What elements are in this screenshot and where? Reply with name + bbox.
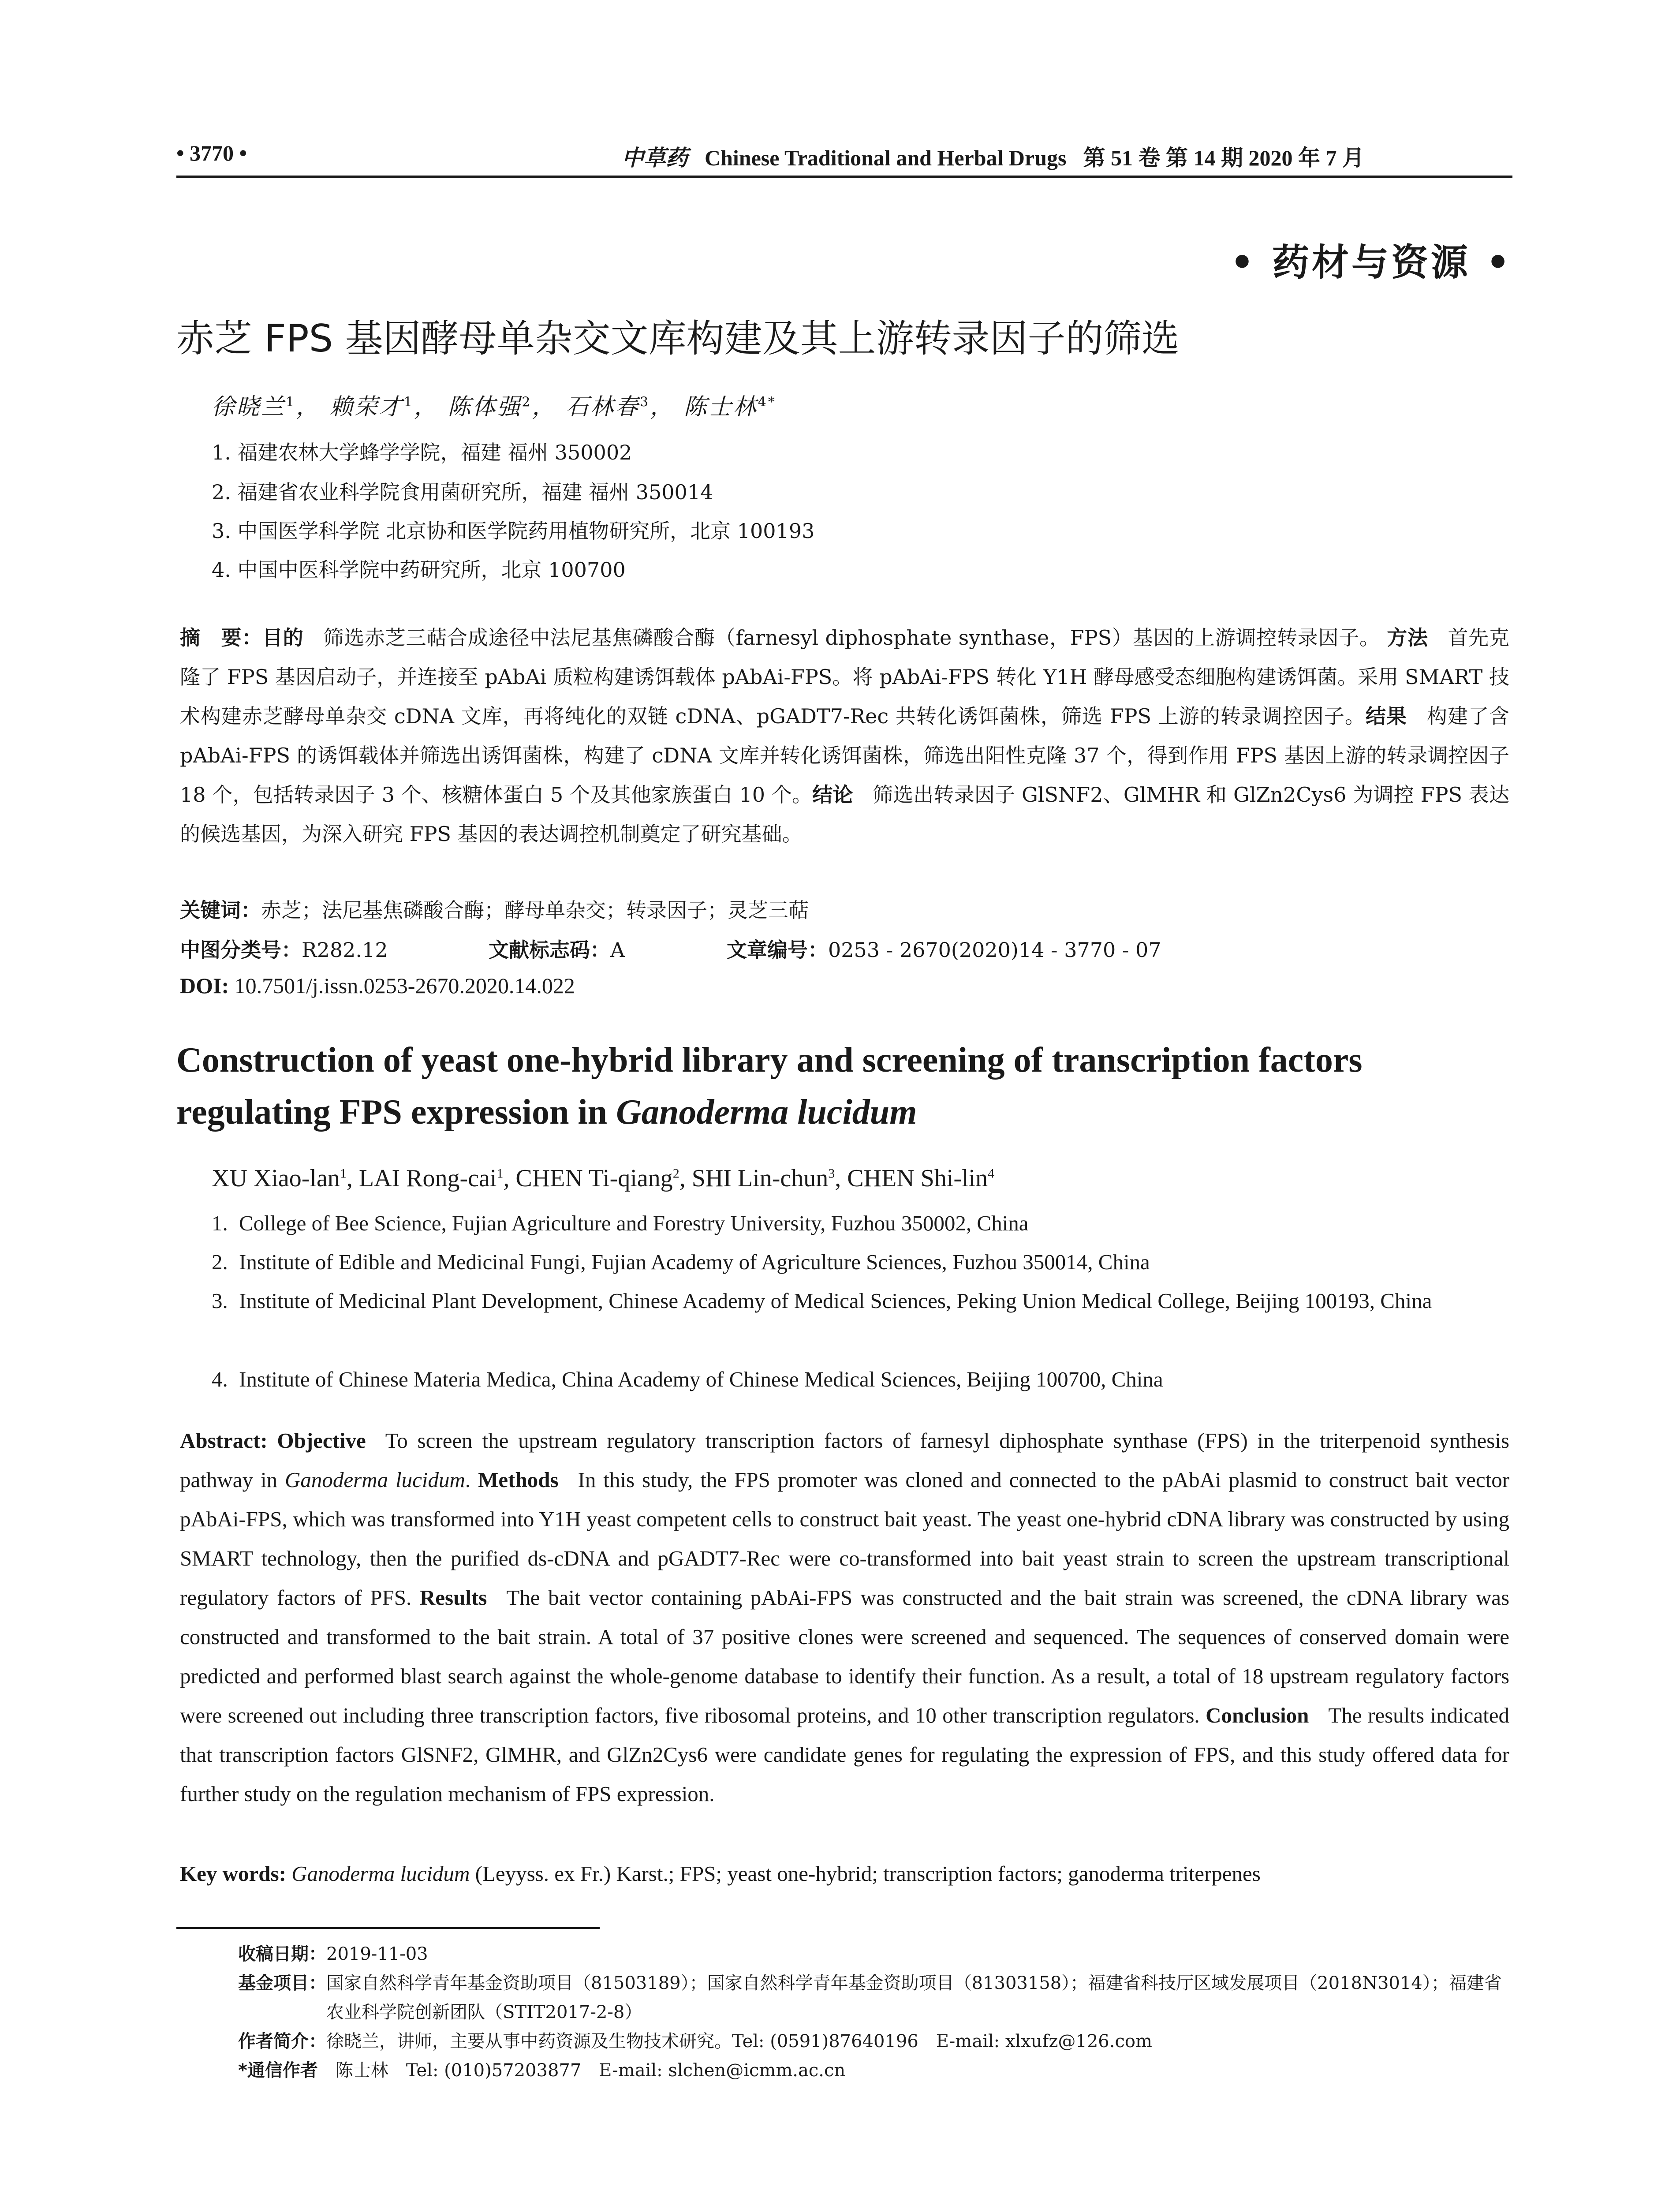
article-no-value: 0253 - 2670(2020)14 - 3770 - 07 bbox=[828, 938, 1161, 962]
conclusion-label-en: Conclusion bbox=[1206, 1703, 1309, 1727]
journal-name-cn: 中草药 bbox=[622, 145, 688, 171]
page-number: • 3770 • bbox=[176, 141, 247, 165]
abstract-en: Abstract: Objective To screen the upstream regulatory transcription factors of farnesyl diphosphate synthase (FPS) in the triterpenoid synthesis pathway in Ganoderma lucidum. Methods In this study, the FPS promoter was cloned and connected to the pAbAi plasmid to construct bait vector pAbAi-FPS, which was transformed into Y1H yeast competent cells to construct bait yeast. The yeast one-hybrid cDNA library was constructed by using SMART technology, then the purified ds-cDNA and pGADT7-Rec were co-transformed into bait yeast strain to screen the upstream transcriptional regulatory factors of PFS. Results The bait vector containing pAbAi-FPS was constructed and the bait strain was screened, the cDNA library was constructed and transformed to the bait strain. A total of 37 positive clones were screened and sequenced. The sequences of conserved domain were predicted and performed blast search against the whole-genome database to identify their function. As a result, a total of 18 upstream regulatory factors were screened out including three transcription factors, five ribosomal proteins, and 10 other transcription regulators. Conclusion The results indicated that transcription factors GlSNF2, GlMHR, and GlZn2Cys6 were candidate genes for regulating the expression of FPS, and this study offered data for further study on the regulation mechanism of FPS expression. bbox=[180, 1428, 1510, 1806]
affiliation-en: 2. Institute of Edible and Medicinal Fungi, Fujian Academy of Agriculture Sciences, Fuzhou 350014, China bbox=[212, 1250, 1150, 1274]
affiliation-en: 4. Institute of Chinese Materia Medica, China Academy of Chinese Medical Sciences, Beijing 100700, China bbox=[212, 1367, 1163, 1391]
conclusion-text: 筛选出转录因子 GlSNF2、GlMHR 和 GlZn2Cys6 为调控 FPS 表达的候选基因，为深入研究 FPS 基因的表达调控机制奠定了研究基础。 bbox=[180, 783, 1510, 846]
methods-label: 方法 bbox=[1387, 626, 1428, 650]
article-no-label: 文章编号： bbox=[727, 938, 828, 962]
footnote-received: 收稿日期： 2019-11-03 bbox=[238, 1944, 428, 1964]
author-cn: 陈体强$^2$， bbox=[448, 394, 557, 420]
clc-value: R282.12 bbox=[302, 938, 388, 962]
journal-line bbox=[622, 140, 1364, 172]
abstract-cn bbox=[180, 618, 1509, 854]
affiliation-cn: 3. 中国医学科学院 北京协和医学院药用植物研究所，北京 100193 bbox=[212, 519, 815, 543]
section-tag: • 药材与资源 • bbox=[1230, 240, 1512, 284]
keywords-en: Key words: Ganoderma lucidum (Leyyss. ex Fr.) Karst.; FPS; yeast one-hybrid; transcription factors; ganoderma triterpenes bbox=[180, 1861, 1261, 1886]
author-en: CHEN Ti-qiang$^2$, bbox=[515, 1165, 692, 1192]
keywords-cn-label: 关键词： bbox=[180, 898, 261, 922]
doi-link[interactable]: 10.7501/j.issn.0253-2670.2020.14.022 bbox=[234, 973, 575, 998]
footnotes bbox=[238, 1940, 1512, 2085]
abstract-en-label: Abstract: Objective bbox=[180, 1428, 366, 1453]
results-text: 构建了含 pAbAi-FPS 的诱饵载体并筛选出诱饵菌株，构建了 cDNA 文库并转化诱饵菌株，筛选出阳性克隆 37 个，得到作用 FPS 基因上游的转录调控因子 18 个，包括转录因子 3 个、核糖体蛋白 5 个及其他家族蛋白 10 个。 bbox=[180, 704, 1509, 807]
doc-code-value: A bbox=[610, 938, 625, 962]
methods-text: 首先克隆了 FPS 基因启动子，并连接至 pAbAi 质粒构建诱饵载体 pAbAi-FPS。将 pAbAi-FPS 转化 Y1H 酵母感受态细胞构建诱饵菌。采用 SMART 技术构建赤芝酵母单杂交 cDNA 文库，再将纯化的双链 cDNA、pGADT7-Rec 共转化诱饵菌株，筛选 FPS 上游的转录调控因子。 bbox=[180, 626, 1510, 728]
footnote-corresponding: *通信作者 陈士林 Tel: (010)57203877 E-mail: slchen@icmm.ac.cn bbox=[238, 2060, 846, 2081]
affiliation-cn: 4. 中国中医科学院中药研究所，北京 100700 bbox=[212, 558, 626, 582]
doc-code-label: 文献标志码： bbox=[489, 938, 610, 962]
title-en: Construction of yeast one-hybrid library and screening of transcription factors regulating FPS expression in Ganoderma lucidum bbox=[176, 1041, 1363, 1132]
affiliation-en: 1. College of Bee Science, Fujian Agriculture and Forestry University, Fuzhou 350002, China bbox=[212, 1211, 1029, 1235]
issue-info: 第 51 卷 第 14 期 2020 年 7 月 bbox=[1083, 146, 1364, 170]
affiliation-cn: 1. 福建农林大学蜂学学院，福建 福州 350002 bbox=[212, 441, 632, 464]
doi-line bbox=[180, 973, 575, 998]
objective-label: 目的 bbox=[262, 626, 304, 650]
abstract-cn-label: 摘 要： bbox=[180, 626, 263, 650]
results-label-en: Results bbox=[419, 1585, 487, 1610]
author-cn: 石林春$^3$， bbox=[565, 394, 675, 420]
footnote-funding: 基金项目： 国家自然科学青年基金资助项目（81503189）；国家自然科学青年基金资助项目（81303158）；福建省科技厅区域发展项目（2018N3014）；福建省农业科学院创新团队（STIT2017-2-8） bbox=[238, 1973, 1502, 2022]
methods-label-en: Methods bbox=[478, 1468, 559, 1492]
keywords-cn bbox=[180, 894, 809, 923]
footnote-rule bbox=[176, 1927, 600, 1929]
keywords-cn-value: 赤芝；法尼基焦磷酸合酶；酵母单杂交；转录因子；灵芝三萜 bbox=[261, 898, 809, 922]
classification-line bbox=[180, 934, 1161, 963]
author-cn: 陈士林$^{4*}$ bbox=[683, 394, 777, 420]
keywords-en-label: Key words: bbox=[180, 1861, 286, 1886]
affiliation-en: 3. Institute of Medicinal Plant Development, Chinese Academy of Medical Sciences, Peking Union Medical College, Beijing 100193, China bbox=[212, 1289, 1432, 1313]
author-en: XU Xiao-lan$^1$, bbox=[212, 1165, 359, 1192]
results-label: 结果 bbox=[1365, 704, 1407, 728]
author-cn: 赖荣才$^1$， bbox=[329, 394, 439, 420]
footnote-author-bio: 作者简介： 徐晓兰，讲师，主要从事中药资源及生物技术研究。Tel: (0591)87640196 E-mail: xlxufz@126.com bbox=[238, 2031, 1152, 2052]
author-en: SHI Lin-chun$^3$, bbox=[691, 1165, 847, 1192]
author-en: CHEN Shi-lin$^4$ bbox=[847, 1165, 995, 1192]
authors-en bbox=[212, 1164, 994, 1192]
author-en: LAI Rong-cai$^1$, bbox=[358, 1165, 516, 1192]
authors-cn bbox=[212, 388, 777, 421]
objective-text: 筛选赤芝三萜合成途径中法尼基焦磷酸合酶（farnesyl diphosphate synthase，FPS）基因的上游调控转录因子。 bbox=[323, 626, 1380, 650]
doi-label: DOI: bbox=[180, 973, 229, 998]
title-cn: 赤芝 FPS 基因酵母单杂交文库构建及其上游转录因子的筛选 bbox=[176, 317, 1180, 361]
author-cn: 徐晓兰$^1$， bbox=[212, 394, 321, 420]
clc-label: 中图分类号： bbox=[180, 938, 302, 962]
running-header bbox=[176, 140, 1512, 178]
conclusion-label: 结论 bbox=[812, 783, 853, 807]
journal-name-en: Chinese Traditional and Herbal Drugs bbox=[705, 146, 1067, 170]
affiliation-cn: 2. 福建省农业科学院食用菌研究所，福建 福州 350014 bbox=[212, 480, 713, 504]
